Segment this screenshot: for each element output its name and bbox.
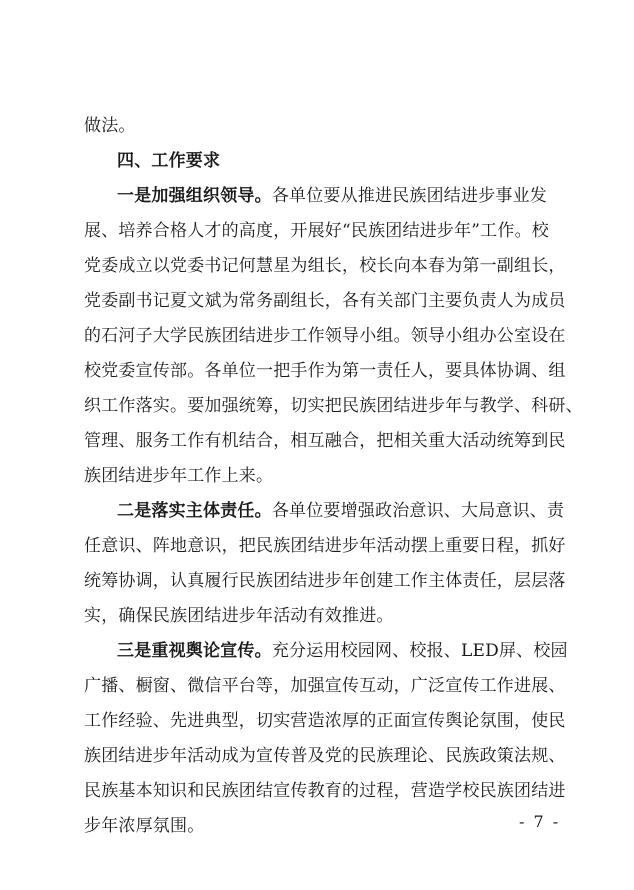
section-heading: 四、工作要求 bbox=[117, 151, 221, 171]
paragraph-line: 织工作落实。要加强统筹，切实把民族团结进步年与教学、科研、 bbox=[84, 396, 583, 416]
paragraph-line: 统筹协调，认真履行民族团结进步年创建工作主体责任，层层落 bbox=[84, 571, 566, 591]
paragraph-line: 族团结进步年工作上来。 bbox=[84, 466, 274, 486]
paragraph-first-line bbox=[84, 634, 568, 669]
paragraph-line: 的石河子大学民族团结进步工作领导小组。领导小组办公室设在 bbox=[84, 326, 566, 346]
paragraph-line: 管理、服务工作有机结合，相互融合，把相关重大活动统筹到民 bbox=[84, 431, 566, 451]
paragraph-lead: 三是重视舆论宣传。 bbox=[117, 641, 272, 661]
paragraph-organization bbox=[84, 179, 583, 494]
paragraph-lead: 一是加强组织领导。 bbox=[117, 186, 272, 206]
paragraph-line: 党委副书记夏文斌为常务副组长，各有关部门主要负责人为成员 bbox=[84, 291, 566, 311]
paragraph-line: 步年浓厚氛围。 bbox=[84, 816, 205, 836]
paragraph-first-line bbox=[84, 179, 550, 214]
paragraph-first-line bbox=[84, 494, 565, 529]
page-number: - 7 - bbox=[519, 812, 561, 831]
paragraph-line: 民族基本知识和民族团结宣传教育的过程，营造学校民族团结进 bbox=[84, 781, 566, 801]
paragraph-text: 各单位要增强政治意识、大局意识、责 bbox=[271, 501, 565, 521]
paragraph-line: 展、培养合格人才的高度，开展好“民族团结进步年”工作。校 bbox=[84, 221, 549, 241]
paragraph-publicity bbox=[84, 634, 568, 844]
paragraph-text: 充分运用校园网、校报、LED屏、校园 bbox=[271, 641, 568, 661]
paragraph-text: 各单位要从推进民族团结进步事业发 bbox=[271, 186, 548, 206]
paragraph-responsibility bbox=[84, 494, 566, 634]
paragraph-line: 校党委宣传部。各单位一把手作为第一责任人，要具体协调、组 bbox=[84, 361, 566, 381]
continuation-text: 做法。 bbox=[84, 116, 136, 136]
paragraph-line: 党委成立以党委书记何慧星为组长，校长向本春为第一副组长， bbox=[84, 256, 566, 276]
paragraph-line: 族团结进步年活动成为宣传普及党的民族理论、民族政策法规、 bbox=[84, 746, 566, 766]
paragraph-line: 任意识、阵地意识，把民族团结进步年活动摆上重要日程，抓好 bbox=[84, 536, 566, 556]
paragraph-line: 工作经验、先进典型，切实营造浓厚的正面宣传舆论氛围，使民 bbox=[84, 711, 566, 731]
paragraph-lead: 二是落实主体责任。 bbox=[117, 501, 272, 521]
paragraph-line: 广播、橱窗、微信平台等，加强宣传互动，广泛宣传工作进展、 bbox=[84, 676, 566, 696]
paragraph-line: 实，确保民族团结进步年活动有效推进。 bbox=[84, 606, 394, 626]
document-body bbox=[84, 109, 583, 844]
